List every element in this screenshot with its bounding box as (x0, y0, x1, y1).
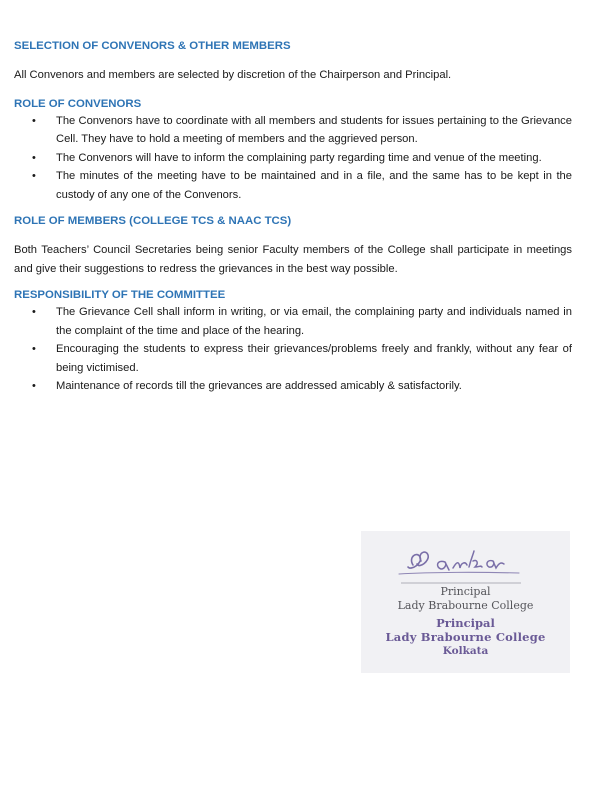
bullet-icon: • (32, 151, 36, 164)
seal-city: Kolkata (442, 645, 489, 657)
list-item (14, 377, 572, 396)
document-page (14, 38, 572, 396)
bullet-icon: • (32, 380, 36, 392)
list-item (14, 112, 572, 149)
heading-responsibility: RESPONSIBILITY OF THE COMMITTEE (14, 289, 226, 301)
list-item (14, 340, 572, 377)
heading-role-of-convenors: ROLE OF CONVENORS (14, 97, 142, 110)
list-item-text: Maintenance of records till the grievances are addressed amicably & satisfactorily. (56, 380, 462, 392)
text-selection: All Convenors and members are selected by discretion of the Chairperson and Principal. (14, 69, 452, 81)
bullet-icon: • (32, 306, 36, 318)
seal-title: Principal (436, 616, 495, 630)
bullet-icon: • (32, 170, 36, 182)
bullet-icon: • (32, 114, 36, 127)
list-item (14, 303, 572, 340)
bullet-icon: • (32, 343, 36, 355)
heading-role-of-members: ROLE OF MEMBERS (COLLEGE TCS & NAAC TCS) (14, 215, 292, 227)
list-responsibility (14, 303, 572, 396)
list-item-text: Encouraging the students to express their grievances/problems freely and frankly, without any fear of being victimised. (56, 343, 572, 374)
list-item-text: The Convenors have to coordinate with all members and students for issues pertaining to the Grievance Cell. They have to hold a meeting of members and the aggrieved person. (56, 114, 572, 145)
list-item-text: The Grievance Cell shall inform in writing, or via email, the complaining party and individuals named in the complaint of the time and place of the hearing. (56, 306, 572, 337)
seal-college: Lady Brabourne College (385, 630, 546, 644)
list-item-text: The Convenors will have to inform the complaining party regarding time and venue of the meeting. (56, 151, 542, 164)
list-item-text: The minutes of the meeting have to be maintained and in a file, and the same has to be kept in the custody of any one of the Convenors. (56, 170, 572, 201)
list-item (14, 167, 572, 204)
list-item (14, 149, 572, 168)
signatory-title: Principal (440, 585, 491, 598)
heading-selection: SELECTION OF CONVENORS & OTHER MEMBERS (14, 40, 291, 52)
signatory-college: Lady Brabourne College (397, 599, 534, 612)
text-members: Both Teachers’ Council Secretaries being senior Faculty members of the College shall participate in meetings and give their suggestions to redress the grievances in the best way possible. (14, 244, 572, 275)
signature-stamp (361, 531, 570, 673)
list-convenors (14, 112, 572, 205)
